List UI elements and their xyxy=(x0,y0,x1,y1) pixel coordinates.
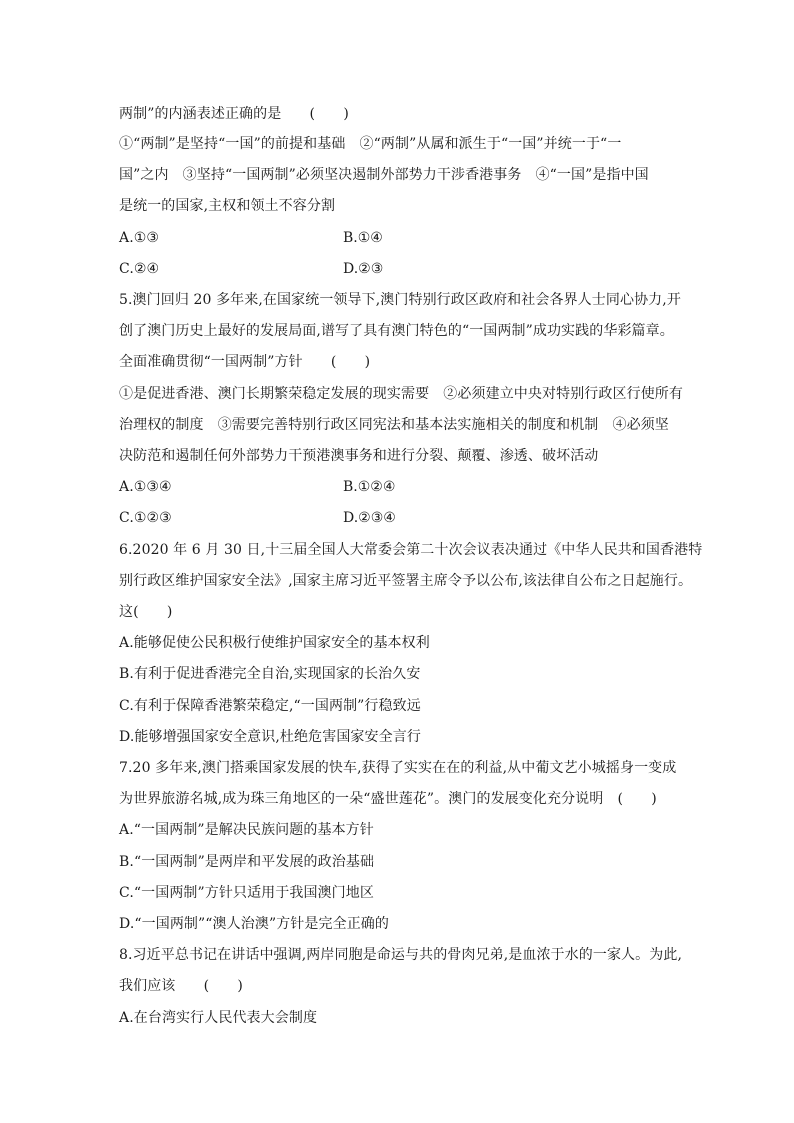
q4-stem-tail: 两制”的内涵表述正确的是 ( ) xyxy=(119,106,349,122)
q6-stem-line-3: 这( ) xyxy=(119,604,173,620)
q5-option-d[interactable]: D.②③④ xyxy=(343,510,396,526)
q5-stem-line-2: 创了澳门历史上最好的发展局面,谱写了具有澳门特色的“一国两制”成功实践的华彩篇章。 xyxy=(119,323,674,339)
q5-option-a[interactable]: A.①③④ xyxy=(119,479,172,495)
q7-stem-line-1: 7.20 多年来,澳门搭乘国家发展的快车,获得了实实在在的利益,从中葡文艺小城摇身一变成 xyxy=(119,760,677,776)
q5-stem-line-3: 全面准确贯彻“一国两制”方针 ( ) xyxy=(119,354,371,370)
q6-option-b[interactable]: B.有利于促进香港完全自治,实现国家的长治久安 xyxy=(119,666,421,682)
q5-option-b[interactable]: B.①②④ xyxy=(343,479,396,495)
q4-item-line-1: ①“两制”是坚持“一国”的前提和基础 ②“两制”从属和派生于“一国”并统一于“一 xyxy=(119,136,622,152)
q5-option-c[interactable]: C.①②③ xyxy=(119,510,172,526)
q6-option-c[interactable]: C.有利于保障香港繁荣稳定,“一国两制”行稳致远 xyxy=(119,698,421,714)
q5-item-line-3: 决防范和遏制任何外部势力干预港澳事务和进行分裂、颠覆、渗透、破坏活动 xyxy=(119,448,599,464)
q4-item-line-2: 国”之内 ③坚持“一国两制”必须坚决遏制外部势力干涉香港事务 ④“一国”是指中国 xyxy=(119,167,649,183)
q8-stem-line-1: 8.习近平总书记在讲话中强调,两岸同胞是命运与共的骨肉兄弟,是血浓于水的一家人。为此, xyxy=(119,947,683,963)
q4-item-line-3: 是统一的国家,主权和领土不容分割 xyxy=(119,198,336,214)
q4-option-b[interactable]: B.①④ xyxy=(343,230,383,246)
q5-item-line-1: ①是促进香港、澳门长期繁荣稳定发展的现实需要 ②必须建立中央对特别行政区行使所有 xyxy=(119,386,683,402)
q4-option-c[interactable]: C.②④ xyxy=(119,261,160,277)
q4-option-d[interactable]: D.②③ xyxy=(343,261,384,277)
q7-option-d[interactable]: D.“一国两制”“澳人治澳”方针是完全正确的 xyxy=(119,916,390,932)
q8-stem-line-2: 我们应该 ( ) xyxy=(119,978,243,994)
q8-option-a[interactable]: A.在台湾实行人民代表大会制度 xyxy=(119,1010,318,1026)
q5-stem-line-1: 5.澳门回归 20 多年来,在国家统一领导下,澳门特别行政区政府和社会各界人士同心协力,开 xyxy=(119,292,681,308)
q7-option-a[interactable]: A.“一国两制”是解决民族问题的基本方针 xyxy=(119,822,374,838)
q6-stem-line-1: 6.2020 年 6 月 30 日,十三届全国人大常委会第二十次会议表决通过《中华人民共和国香港特 xyxy=(119,542,703,558)
q6-option-a[interactable]: A.能够促使公民积极行使维护国家安全的基本权利 xyxy=(119,635,430,651)
q4-option-a[interactable]: A.①③ xyxy=(119,230,160,246)
q7-option-c[interactable]: C.“一国两制”方针只适用于我国澳门地区 xyxy=(119,885,374,901)
q7-option-b[interactable]: B.“一国两制”是两岸和平发展的政治基础 xyxy=(119,854,375,870)
q5-item-line-2: 治理权的制度 ③需要完善特别行政区同宪法和基本法实施相关的制度和机制 ④必须坚 xyxy=(119,417,669,433)
q7-stem-line-2: 为世界旅游名城,成为珠三角地区的一朵“盛世莲花”。澳门的发展变化充分说明 ( ) xyxy=(119,791,657,807)
q6-stem-line-2: 别行政区维护国家安全法》,国家主席习近平签署主席令予以公布,该法律自公布之日起施行。 xyxy=(119,573,693,589)
q6-option-d[interactable]: D.能够增强国家安全意识,杜绝危害国家安全言行 xyxy=(119,729,421,745)
